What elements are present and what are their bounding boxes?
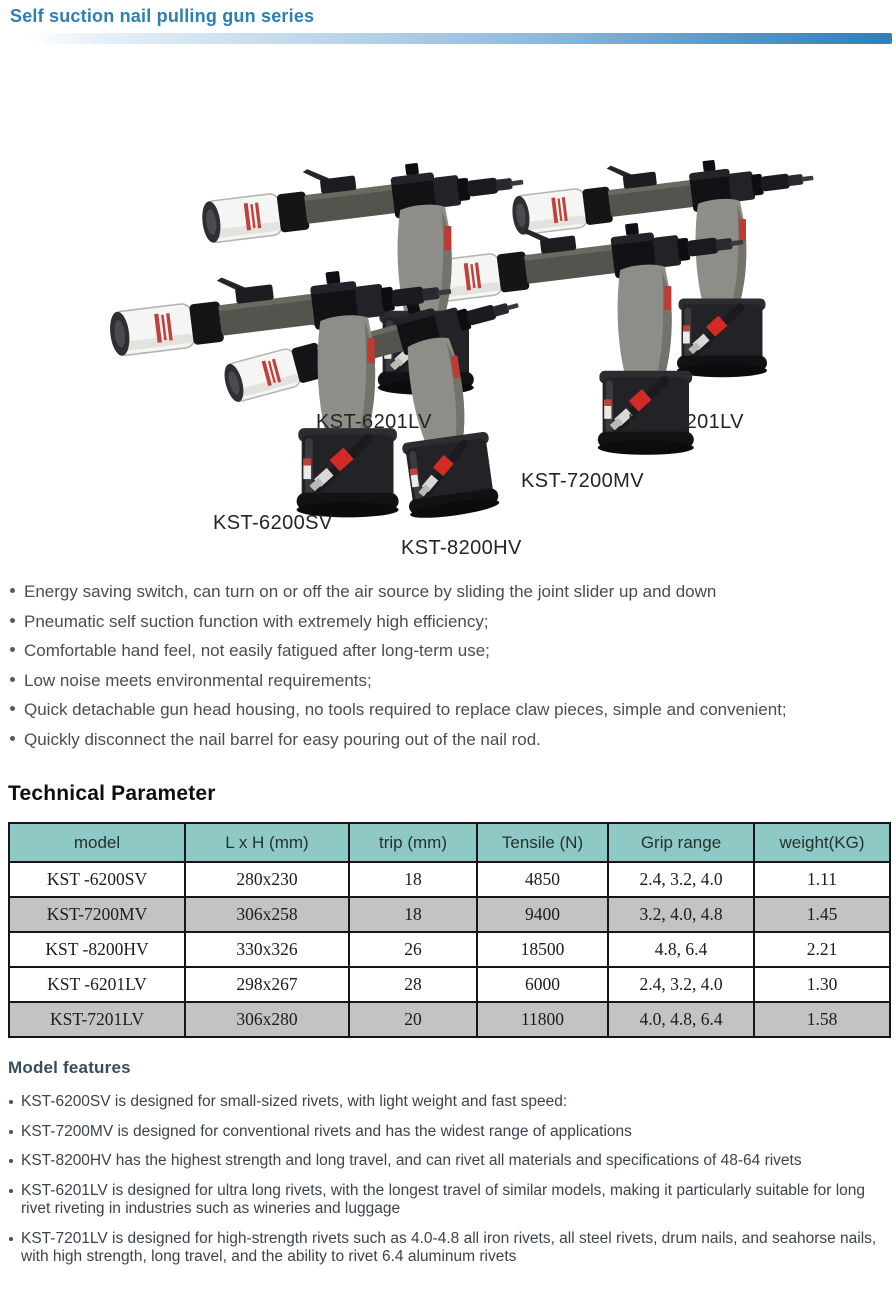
model-features-list [8, 1093, 890, 1278]
column-header-lxh: L x H (mm) [185, 823, 349, 862]
gun-label-kst-6201lv: KST-6201LV [316, 411, 432, 433]
feature-text: Low noise meets environmental requirements; [24, 670, 372, 690]
cell-weight: 1.11 [754, 862, 890, 897]
cell-weight: 2.21 [754, 932, 890, 967]
cell-model: KST -6200SV [9, 862, 185, 897]
feature-text: Comfortable hand feel, not easily fatigued after long-term use; [24, 641, 490, 660]
cell-lxh: 280x230 [185, 862, 349, 897]
cell-trip: 26 [349, 932, 477, 967]
cell-tensile: 9400 [477, 897, 608, 932]
feature-text: Quickly disconnect the nail barrel for easy pouring out of the nail rod. [24, 729, 541, 749]
bullet-icon [10, 736, 15, 741]
table-row [9, 897, 890, 932]
cell-model: KST -6201LV [9, 967, 185, 1002]
bullet-icon [9, 1189, 13, 1193]
cell-tensile: 18500 [477, 932, 608, 967]
gun-label-kst-7200mv: KST-7200MV [521, 470, 644, 492]
column-header-tensile: Tensile (N) [477, 823, 608, 862]
cell-trip: 18 [349, 897, 477, 932]
bullet-icon [10, 647, 15, 652]
cell-tensile: 6000 [477, 967, 608, 1002]
feature-item [6, 731, 890, 749]
model-feature-text: KST-6200SV is designed for small-sized rivets, with light weight and fast speed: [21, 1093, 568, 1110]
feature-item [6, 701, 890, 719]
model-feature-item [8, 1093, 890, 1112]
technical-parameter-table [8, 822, 891, 1038]
feature-item [6, 642, 890, 660]
bullet-icon [9, 1159, 13, 1163]
cell-grip-range: 4.8, 6.4 [608, 932, 754, 967]
model-feature-text: KST-8200HV has the highest strength and long travel, and can rivet all materials and specifications of 48-64 rivets [21, 1152, 802, 1169]
cell-weight: 1.30 [754, 967, 890, 1002]
cell-lxh: 298x267 [185, 967, 349, 1002]
bullet-icon [10, 677, 15, 682]
feature-text: Quick detachable gun head housing, no tools required to replace claw pieces, simple and convenient; [24, 700, 787, 719]
bullet-icon [10, 618, 15, 623]
feature-item [6, 672, 890, 690]
bullet-icon [10, 706, 15, 711]
feature-item [6, 583, 890, 601]
cell-tensile: 11800 [477, 1002, 608, 1037]
table-header-row [9, 823, 890, 862]
cell-lxh: 306x280 [185, 1002, 349, 1037]
column-header-weight: weight(KG) [754, 823, 890, 862]
product-photo [0, 130, 896, 575]
model-feature-item [8, 1182, 890, 1219]
cell-trip: 18 [349, 862, 477, 897]
cell-weight: 1.45 [754, 897, 890, 932]
model-feature-text: KST-6201LV is designed for ultra long rivets, with the longest travel of similar models, making it particularly suitable for long rivet riveting in industries such as wineries and luggage [21, 1181, 866, 1217]
feature-text: Pneumatic self suction function with extremely high efficiency; [24, 611, 489, 631]
bullet-icon [9, 1130, 13, 1134]
header-gradient-bar [28, 33, 892, 44]
cell-trip: 20 [349, 1002, 477, 1037]
feature-list [6, 583, 890, 760]
cell-grip-range: 2.4, 3.2, 4.0 [608, 862, 754, 897]
cell-grip-range: 4.0, 4.8, 6.4 [608, 1002, 754, 1037]
cell-tensile: 4850 [477, 862, 608, 897]
rivet-gun-group-illustration [0, 130, 896, 575]
table-row [9, 967, 890, 1002]
cell-grip-range: 2.4, 3.2, 4.0 [608, 967, 754, 1002]
cell-lxh: 330x326 [185, 932, 349, 967]
model-features-heading: Model features [8, 1058, 131, 1077]
model-feature-text: KST-7201LV is designed for high-strength rivets such as 4.0-4.8 all iron rivets, all steel rivets, drum nails, and seahorse nails, with high strength, long travel, and the ability to rivet 6.4 aluminum rivets [21, 1229, 877, 1265]
cell-model: KST-7200MV [9, 897, 185, 932]
bullet-icon [9, 1237, 13, 1241]
cell-lxh: 306x258 [185, 897, 349, 932]
bullet-icon [9, 1100, 13, 1104]
bullet-icon [10, 588, 15, 593]
feature-item [6, 613, 890, 631]
model-feature-item [8, 1123, 890, 1142]
gun-label-kst-7201lv: KST-7201LV [628, 411, 744, 433]
model-feature-item [8, 1152, 890, 1171]
gun-label-kst-8200hv: KST-8200HV [401, 537, 522, 559]
cell-weight: 1.58 [754, 1002, 890, 1037]
model-feature-text: KST-7200MV is designed for conventional rivets and has the widest range of applications [21, 1122, 632, 1140]
column-header-grip-range: Grip range [608, 823, 754, 862]
gun-label-kst-6200sv: KST-6200SV [213, 512, 333, 534]
table-row [9, 932, 890, 967]
technical-parameter-heading: Technical Parameter [8, 782, 216, 805]
table-row [9, 862, 890, 897]
cell-trip: 28 [349, 967, 477, 1002]
cell-grip-range: 3.2, 4.0, 4.8 [608, 897, 754, 932]
cell-model: KST -8200HV [9, 932, 185, 967]
feature-text: Energy saving switch, can turn on or off the air source by sliding the joint slider up and down [24, 582, 717, 601]
model-feature-item [8, 1230, 890, 1267]
page-title: Self suction nail pulling gun series [10, 6, 315, 26]
cell-model: KST-7201LV [9, 1002, 185, 1037]
column-header-model: model [9, 823, 185, 862]
table-row [9, 1002, 890, 1037]
column-header-trip: trip (mm) [349, 823, 477, 862]
